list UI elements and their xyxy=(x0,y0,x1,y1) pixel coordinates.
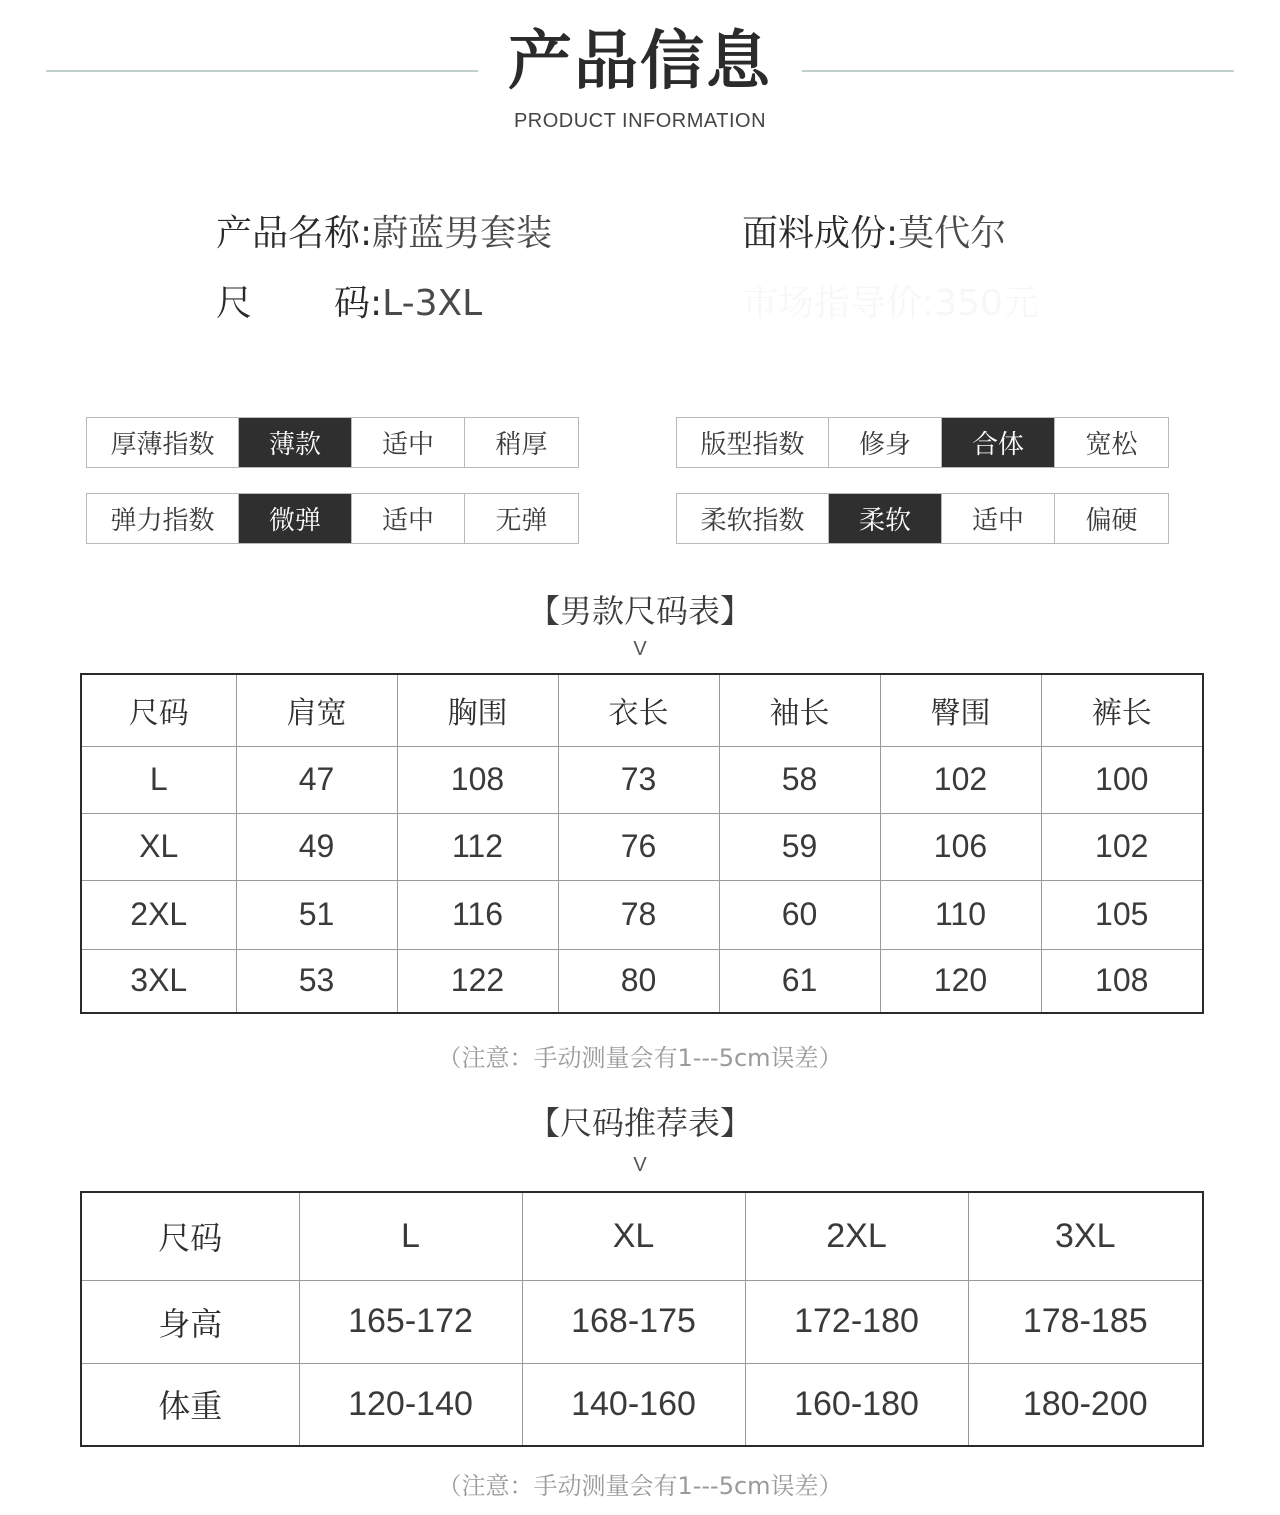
table-cell: 110 xyxy=(880,880,1041,949)
table-row-label: 体重 xyxy=(81,1363,299,1446)
product-name-label: 产品名称: xyxy=(216,213,373,254)
fabric-label: 面料成份: xyxy=(742,213,899,254)
table-cell: 116 xyxy=(397,880,558,949)
size-label-b: 码: xyxy=(334,283,383,324)
table-cell: 100 xyxy=(1041,746,1203,813)
table-cell: 178-185 xyxy=(968,1280,1203,1363)
table-row xyxy=(81,880,1203,949)
table-row xyxy=(81,949,1203,1013)
table-cell: 112 xyxy=(397,813,558,880)
recommend-table-title: 【尺码推荐表】 xyxy=(527,1104,752,1142)
table-cell: 120-140 xyxy=(299,1363,522,1446)
table-cell: 165-172 xyxy=(299,1280,522,1363)
table-cell: 60 xyxy=(719,880,880,949)
table-cell: 47 xyxy=(236,746,397,813)
product-name-value: 蔚蓝男套装 xyxy=(372,213,553,254)
table-header-cell: 袖长 xyxy=(719,674,880,746)
table-row xyxy=(81,1192,1203,1280)
table-cell: 78 xyxy=(558,880,719,949)
fit-index xyxy=(676,417,1169,468)
fabric-value: 莫代尔 xyxy=(898,213,1007,254)
recommend-table xyxy=(80,1191,1204,1447)
table-cell: 73 xyxy=(558,746,719,813)
table-cell: 3XL xyxy=(968,1192,1203,1280)
table-cell: 58 xyxy=(719,746,880,813)
table-header-cell: 肩宽 xyxy=(236,674,397,746)
page-title: 产品信息 xyxy=(508,25,772,99)
index-label: 厚薄指数 xyxy=(87,418,239,467)
header-divider-right xyxy=(802,70,1234,72)
index-label: 柔软指数 xyxy=(677,494,829,543)
table-cell: 105 xyxy=(1041,880,1203,949)
table-row xyxy=(81,813,1203,880)
index-option: 适中 xyxy=(942,494,1055,543)
index-option: 宽松 xyxy=(1085,430,1138,460)
table-header-row xyxy=(81,674,1203,746)
price-value: 350元 xyxy=(934,283,1039,324)
product-name xyxy=(216,212,552,256)
table-cell: L xyxy=(81,746,236,813)
table-cell: 172-180 xyxy=(745,1280,968,1363)
table-cell: 160-180 xyxy=(745,1363,968,1446)
table-header-cell: 衣长 xyxy=(558,674,719,746)
price-label: 市场指导价: xyxy=(742,283,935,324)
table-cell: 2XL xyxy=(745,1192,968,1280)
table-row-label: 身高 xyxy=(81,1280,299,1363)
index-option: 无弹 xyxy=(495,506,548,536)
table-row xyxy=(81,1363,1203,1446)
table-cell: 102 xyxy=(1041,813,1203,880)
table-header-cell: 胸围 xyxy=(397,674,558,746)
index-label: 版型指数 xyxy=(677,418,829,467)
index-option: 合体 xyxy=(942,418,1055,467)
chevron-down-icon: V xyxy=(633,1154,647,1176)
fabric-info xyxy=(742,212,1006,256)
index-option: 适中 xyxy=(352,494,465,543)
measurement-note: （注意：手动测量会有1---5cm误差） xyxy=(437,1044,843,1072)
size-table xyxy=(80,673,1204,1014)
table-cell: 108 xyxy=(397,746,558,813)
index-label: 弹力指数 xyxy=(87,494,239,543)
elasticity-index xyxy=(86,493,579,544)
size-range xyxy=(216,282,482,326)
table-cell: 49 xyxy=(236,813,397,880)
table-cell: 122 xyxy=(397,949,558,1013)
table-cell: 140-160 xyxy=(522,1363,745,1446)
table-header-cell: 臀围 xyxy=(880,674,1041,746)
softness-index xyxy=(676,493,1169,544)
page-subtitle: PRODUCT INFORMATION xyxy=(513,110,767,132)
table-cell: 76 xyxy=(558,813,719,880)
table-cell: 120 xyxy=(880,949,1041,1013)
index-option: 稍厚 xyxy=(495,430,548,460)
table-cell: 106 xyxy=(880,813,1041,880)
table-cell: 168-175 xyxy=(522,1280,745,1363)
table-cell: 180-200 xyxy=(968,1363,1203,1446)
table-cell: 53 xyxy=(236,949,397,1013)
table-row xyxy=(81,746,1203,813)
table-cell: 2XL xyxy=(81,880,236,949)
measurement-note: （注意：手动测量会有1---5cm误差） xyxy=(437,1472,843,1500)
table-cell: 102 xyxy=(880,746,1041,813)
table-row-label: 尺码 xyxy=(81,1192,299,1280)
table-cell: 80 xyxy=(558,949,719,1013)
table-cell: XL xyxy=(81,813,236,880)
table-cell: 61 xyxy=(719,949,880,1013)
index-option: 微弹 xyxy=(239,494,352,543)
table-header-cell: 尺码 xyxy=(81,674,236,746)
index-option: 薄款 xyxy=(239,418,352,467)
index-option: 适中 xyxy=(352,418,465,467)
table-row xyxy=(81,1280,1203,1363)
header-divider-left xyxy=(46,70,478,72)
table-cell: 59 xyxy=(719,813,880,880)
index-option: 修身 xyxy=(829,418,942,467)
table-cell: XL xyxy=(522,1192,745,1280)
size-label-a: 尺 xyxy=(216,283,253,324)
thickness-index xyxy=(86,417,579,468)
size-value: L-3XL xyxy=(382,283,483,324)
table-cell: L xyxy=(299,1192,522,1280)
index-option: 柔软 xyxy=(829,494,942,543)
price-info xyxy=(742,282,1039,326)
size-table-title: 【男款尺码表】 xyxy=(527,592,752,630)
table-cell: 51 xyxy=(236,880,397,949)
table-cell: 108 xyxy=(1041,949,1203,1013)
chevron-down-icon: V xyxy=(633,638,647,660)
table-cell: 3XL xyxy=(81,949,236,1013)
index-option: 偏硬 xyxy=(1085,506,1138,536)
table-header-cell: 裤长 xyxy=(1041,674,1203,746)
